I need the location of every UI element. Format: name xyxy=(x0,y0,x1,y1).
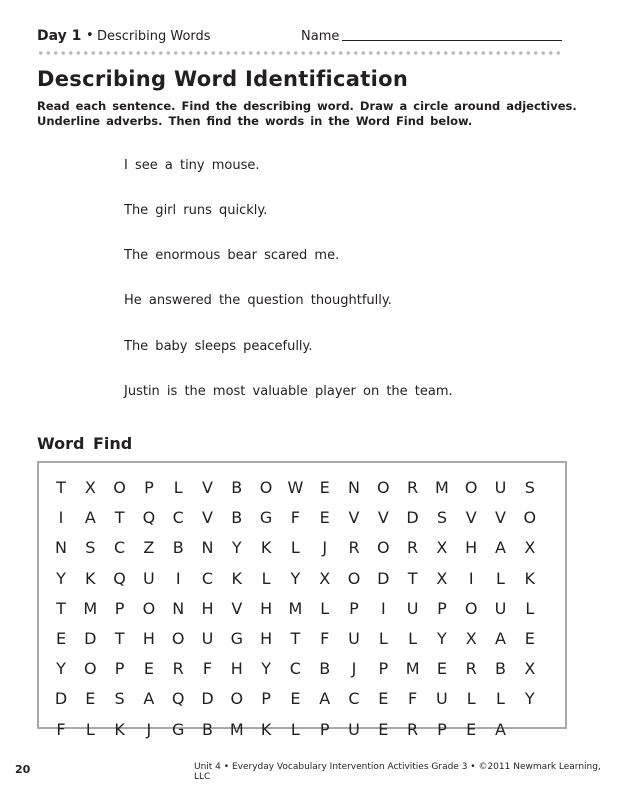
grid-letter[interactable]: D xyxy=(406,508,419,528)
grid-letter[interactable]: U xyxy=(494,478,507,497)
grid-letter[interactable]: D xyxy=(54,689,68,709)
grid-letter[interactable]: U xyxy=(348,719,360,739)
grid-letter[interactable]: L xyxy=(378,629,388,648)
grid-letter[interactable]: F xyxy=(290,508,300,528)
grid-letter[interactable]: K xyxy=(524,568,536,588)
grid-letter[interactable]: X xyxy=(465,629,477,648)
grid-letter[interactable]: V xyxy=(495,508,506,528)
grid-row xyxy=(51,474,551,502)
grid-letter[interactable]: E xyxy=(378,689,389,709)
grid-letter[interactable]: E xyxy=(524,629,535,648)
grid-letter[interactable]: F xyxy=(320,629,330,648)
grid-letter[interactable]: X xyxy=(84,478,96,497)
word-find-box xyxy=(37,461,567,739)
grid-letter[interactable]: V xyxy=(377,508,389,528)
grid-letter[interactable]: I xyxy=(175,568,181,588)
grid-letter[interactable]: P xyxy=(437,598,447,618)
grid-letter[interactable]: I xyxy=(380,598,386,618)
grid-letter[interactable]: K xyxy=(114,719,125,739)
grid-letter[interactable]: T xyxy=(114,508,125,528)
grid-letter[interactable]: U xyxy=(494,598,507,618)
grid-letter[interactable]: L xyxy=(320,598,330,618)
grid-letter[interactable]: W xyxy=(287,478,304,497)
grid-letter[interactable]: F xyxy=(56,719,66,739)
grid-letter[interactable]: R xyxy=(348,538,360,558)
word-find-title: Word Find xyxy=(37,434,133,453)
grid-letter[interactable]: C xyxy=(172,508,184,528)
grid-letter[interactable]: Q xyxy=(142,508,156,528)
grid-letter[interactable]: L xyxy=(466,689,476,709)
grid-letter[interactable]: I xyxy=(468,568,474,588)
grid-row xyxy=(51,655,551,683)
grid-letter[interactable]: H xyxy=(465,538,478,558)
grid-letter[interactable]: B xyxy=(202,719,213,739)
grid-letter[interactable]: X xyxy=(436,538,448,558)
grid-letter[interactable]: O xyxy=(230,689,244,709)
instructions: Read each sentence. Find the describing word. Draw a circle around adjectives. Underline adverbs. Then find the words in the Word Find below. xyxy=(37,99,577,128)
sentence-1[interactable]: I see a tiny mouse. xyxy=(124,158,260,173)
grid-letter[interactable]: L xyxy=(173,478,183,497)
grid-letter[interactable]: Q xyxy=(113,568,126,588)
grid-letter[interactable]: U xyxy=(348,629,360,648)
grid-letter[interactable]: Y xyxy=(56,659,66,679)
grid-letter[interactable]: H xyxy=(260,598,273,618)
grid-letter[interactable]: M xyxy=(83,598,98,618)
grid-letter[interactable]: U xyxy=(143,568,155,588)
grid-letter[interactable]: L xyxy=(496,689,505,709)
grid-letter[interactable]: I xyxy=(58,508,64,528)
grid-letter[interactable]: H xyxy=(230,659,243,679)
grid-letter[interactable]: Y xyxy=(437,629,447,648)
grid-letter[interactable]: T xyxy=(290,629,301,648)
grid-letter[interactable]: B xyxy=(495,659,506,679)
grid-letter[interactable]: B xyxy=(319,659,331,679)
grid-row xyxy=(51,625,551,653)
grid-letter[interactable]: E xyxy=(143,659,154,679)
grid-letter[interactable]: V xyxy=(348,508,360,528)
grid-letter[interactable]: G xyxy=(259,508,273,528)
grid-letter[interactable]: E xyxy=(55,629,67,648)
grid-letter[interactable]: A xyxy=(495,629,506,648)
grid-letter[interactable]: P xyxy=(437,719,447,739)
grid-letter[interactable]: T xyxy=(56,478,66,497)
grid-letter[interactable]: F xyxy=(202,659,213,679)
grid-letter[interactable]: E xyxy=(466,719,477,739)
grid-letter[interactable]: U xyxy=(201,629,214,648)
grid-letter[interactable]: P xyxy=(114,659,125,679)
grid-letter[interactable]: B xyxy=(172,538,184,558)
grid-letter[interactable]: S xyxy=(114,689,125,709)
grid-letter[interactable]: P xyxy=(378,659,389,679)
grid-letter[interactable]: C xyxy=(348,689,360,709)
grid-letter[interactable]: B xyxy=(231,508,243,528)
grid-letter[interactable]: H xyxy=(201,598,214,618)
grid-letter[interactable]: L xyxy=(85,719,95,739)
grid-letter[interactable]: O xyxy=(142,598,156,618)
grid-letter[interactable]: L xyxy=(496,568,505,588)
grid-letter[interactable]: A xyxy=(495,538,506,558)
grid-letter[interactable]: Y xyxy=(524,689,535,709)
grid-letter[interactable]: U xyxy=(436,689,448,709)
grid-letter[interactable]: O xyxy=(84,659,97,679)
grid-letter[interactable]: P xyxy=(144,478,154,497)
grid-letter[interactable]: J xyxy=(322,538,328,558)
grid-letter[interactable]: H xyxy=(260,629,273,648)
grid-letter[interactable]: J xyxy=(146,719,152,739)
grid-letter[interactable]: O xyxy=(347,568,361,588)
grid-letter[interactable]: T xyxy=(114,629,125,648)
grid-letter[interactable]: R xyxy=(407,719,419,739)
page-number: 20 xyxy=(15,763,31,776)
grid-letter[interactable]: C xyxy=(289,659,301,679)
grid-letter[interactable]: E xyxy=(319,478,330,497)
grid-letter[interactable]: Z xyxy=(143,538,155,558)
grid-letter[interactable]: O xyxy=(259,478,273,497)
grid-letter[interactable]: X xyxy=(436,568,448,588)
grid-letter[interactable]: X xyxy=(319,568,331,588)
grid-letter[interactable]: N xyxy=(201,538,214,558)
grid-letter[interactable]: O xyxy=(523,508,537,528)
sentence-6[interactable]: Justin is the most valuable player on the team. xyxy=(124,384,453,399)
sentence-4[interactable]: He answered the question thoughtfully. xyxy=(124,293,392,308)
grid-letter[interactable]: B xyxy=(231,478,243,497)
grid-letter[interactable]: K xyxy=(231,568,243,588)
grid-letter[interactable]: H xyxy=(142,629,155,648)
grid-letter[interactable]: P xyxy=(261,689,271,709)
grid-letter[interactable]: O xyxy=(377,538,390,558)
grid-row xyxy=(51,685,551,713)
grid-letter[interactable]: O xyxy=(171,629,185,648)
grid-letter[interactable]: D xyxy=(84,629,97,648)
footer-credit: Unit 4 • Everyday Vocabulary Intervention Activities Grade 3 • ©2011 Newmark Learning, LLC xyxy=(194,762,601,782)
grid-letter[interactable]: O xyxy=(464,478,478,497)
grid-letter[interactable]: M xyxy=(434,478,449,497)
grid-letter[interactable]: A xyxy=(84,508,96,528)
grid-letter[interactable]: V xyxy=(465,508,477,528)
grid-letter[interactable]: U xyxy=(406,598,419,618)
grid-letter[interactable]: X xyxy=(524,538,536,558)
grid-letter[interactable]: R xyxy=(465,659,477,679)
grid-letter[interactable]: R xyxy=(407,538,419,558)
page-title: Describing Word Identification xyxy=(37,67,409,91)
grid-row xyxy=(51,565,551,593)
grid-letter[interactable]: Y xyxy=(56,568,66,588)
grid-letter[interactable]: M xyxy=(229,719,244,739)
day-label: Day 1 xyxy=(37,28,82,44)
grid-letter[interactable]: L xyxy=(290,719,300,739)
grid-letter[interactable]: G xyxy=(230,629,243,648)
grid-letter[interactable]: X xyxy=(524,659,536,679)
grid-letter[interactable]: A xyxy=(495,719,506,739)
name-label: Name xyxy=(301,29,340,44)
grid-letter[interactable]: K xyxy=(260,538,272,558)
grid-letter[interactable]: N xyxy=(55,538,67,558)
grid-letter[interactable]: E xyxy=(436,659,447,679)
grid-letter[interactable]: G xyxy=(171,719,185,739)
grid-letter[interactable]: C xyxy=(114,538,126,558)
page-header xyxy=(37,28,562,46)
grid-letter[interactable]: L xyxy=(261,568,271,588)
grid-letter[interactable]: E xyxy=(319,508,330,528)
grid-letter[interactable]: D xyxy=(201,689,214,709)
grid-letter[interactable]: N xyxy=(348,478,360,497)
grid-letter[interactable]: P xyxy=(114,598,125,618)
dotted-divider xyxy=(37,51,563,55)
grid-letter[interactable]: N xyxy=(172,598,185,618)
grid-letter[interactable]: V xyxy=(231,598,243,618)
grid-letter[interactable]: A xyxy=(143,689,155,709)
grid-row xyxy=(51,534,551,562)
grid-letter[interactable]: D xyxy=(377,568,390,588)
header-bullet: • xyxy=(86,28,94,43)
grid-letter[interactable]: C xyxy=(201,568,214,588)
grid-letter[interactable]: E xyxy=(290,689,301,709)
grid-letter[interactable]: J xyxy=(351,659,357,679)
grid-row xyxy=(51,716,551,744)
grid-letter[interactable]: L xyxy=(290,538,300,558)
grid-letter[interactable]: O xyxy=(377,478,390,497)
grid-letter[interactable]: P xyxy=(349,598,359,618)
grid-row xyxy=(51,504,551,532)
grid-letter[interactable]: V xyxy=(202,508,213,528)
grid-letter[interactable]: T xyxy=(407,568,418,588)
grid-letter[interactable]: K xyxy=(85,568,96,588)
grid-letter[interactable]: Q xyxy=(171,689,185,709)
grid-letter[interactable]: F xyxy=(407,689,418,709)
grid-letter[interactable]: P xyxy=(319,719,330,739)
sentence-2[interactable]: The girl runs quickly. xyxy=(124,203,268,218)
grid-letter[interactable]: M xyxy=(288,598,303,618)
grid-letter[interactable]: L xyxy=(408,629,418,648)
grid-letter[interactable]: R xyxy=(407,478,419,497)
grid-letter[interactable]: O xyxy=(113,478,126,497)
grid-letter[interactable]: K xyxy=(260,719,272,739)
grid-letter[interactable]: O xyxy=(464,598,478,618)
sentence-5[interactable]: The baby sleeps peacefully. xyxy=(124,339,313,354)
grid-letter[interactable]: R xyxy=(172,659,184,679)
grid-letter[interactable]: S xyxy=(85,538,96,558)
grid-letter[interactable]: E xyxy=(85,689,96,709)
grid-letter[interactable]: E xyxy=(378,719,389,739)
grid-letter[interactable]: L xyxy=(525,598,535,618)
topic-label: Describing Words xyxy=(97,29,211,44)
grid-letter[interactable]: S xyxy=(524,478,535,497)
grid-letter[interactable]: A xyxy=(319,689,331,709)
grid-letter[interactable]: Y xyxy=(290,568,301,588)
grid-letter[interactable]: Y xyxy=(261,659,271,679)
grid-letter[interactable]: M xyxy=(405,659,420,679)
grid-letter[interactable]: S xyxy=(436,508,447,528)
grid-letter[interactable]: V xyxy=(202,478,213,497)
sentence-3[interactable]: The enormous bear scared me. xyxy=(124,248,340,263)
grid-letter[interactable]: Y xyxy=(231,538,242,558)
grid-row xyxy=(51,595,551,623)
name-line[interactable] xyxy=(342,40,562,41)
grid-letter[interactable]: T xyxy=(56,598,66,618)
